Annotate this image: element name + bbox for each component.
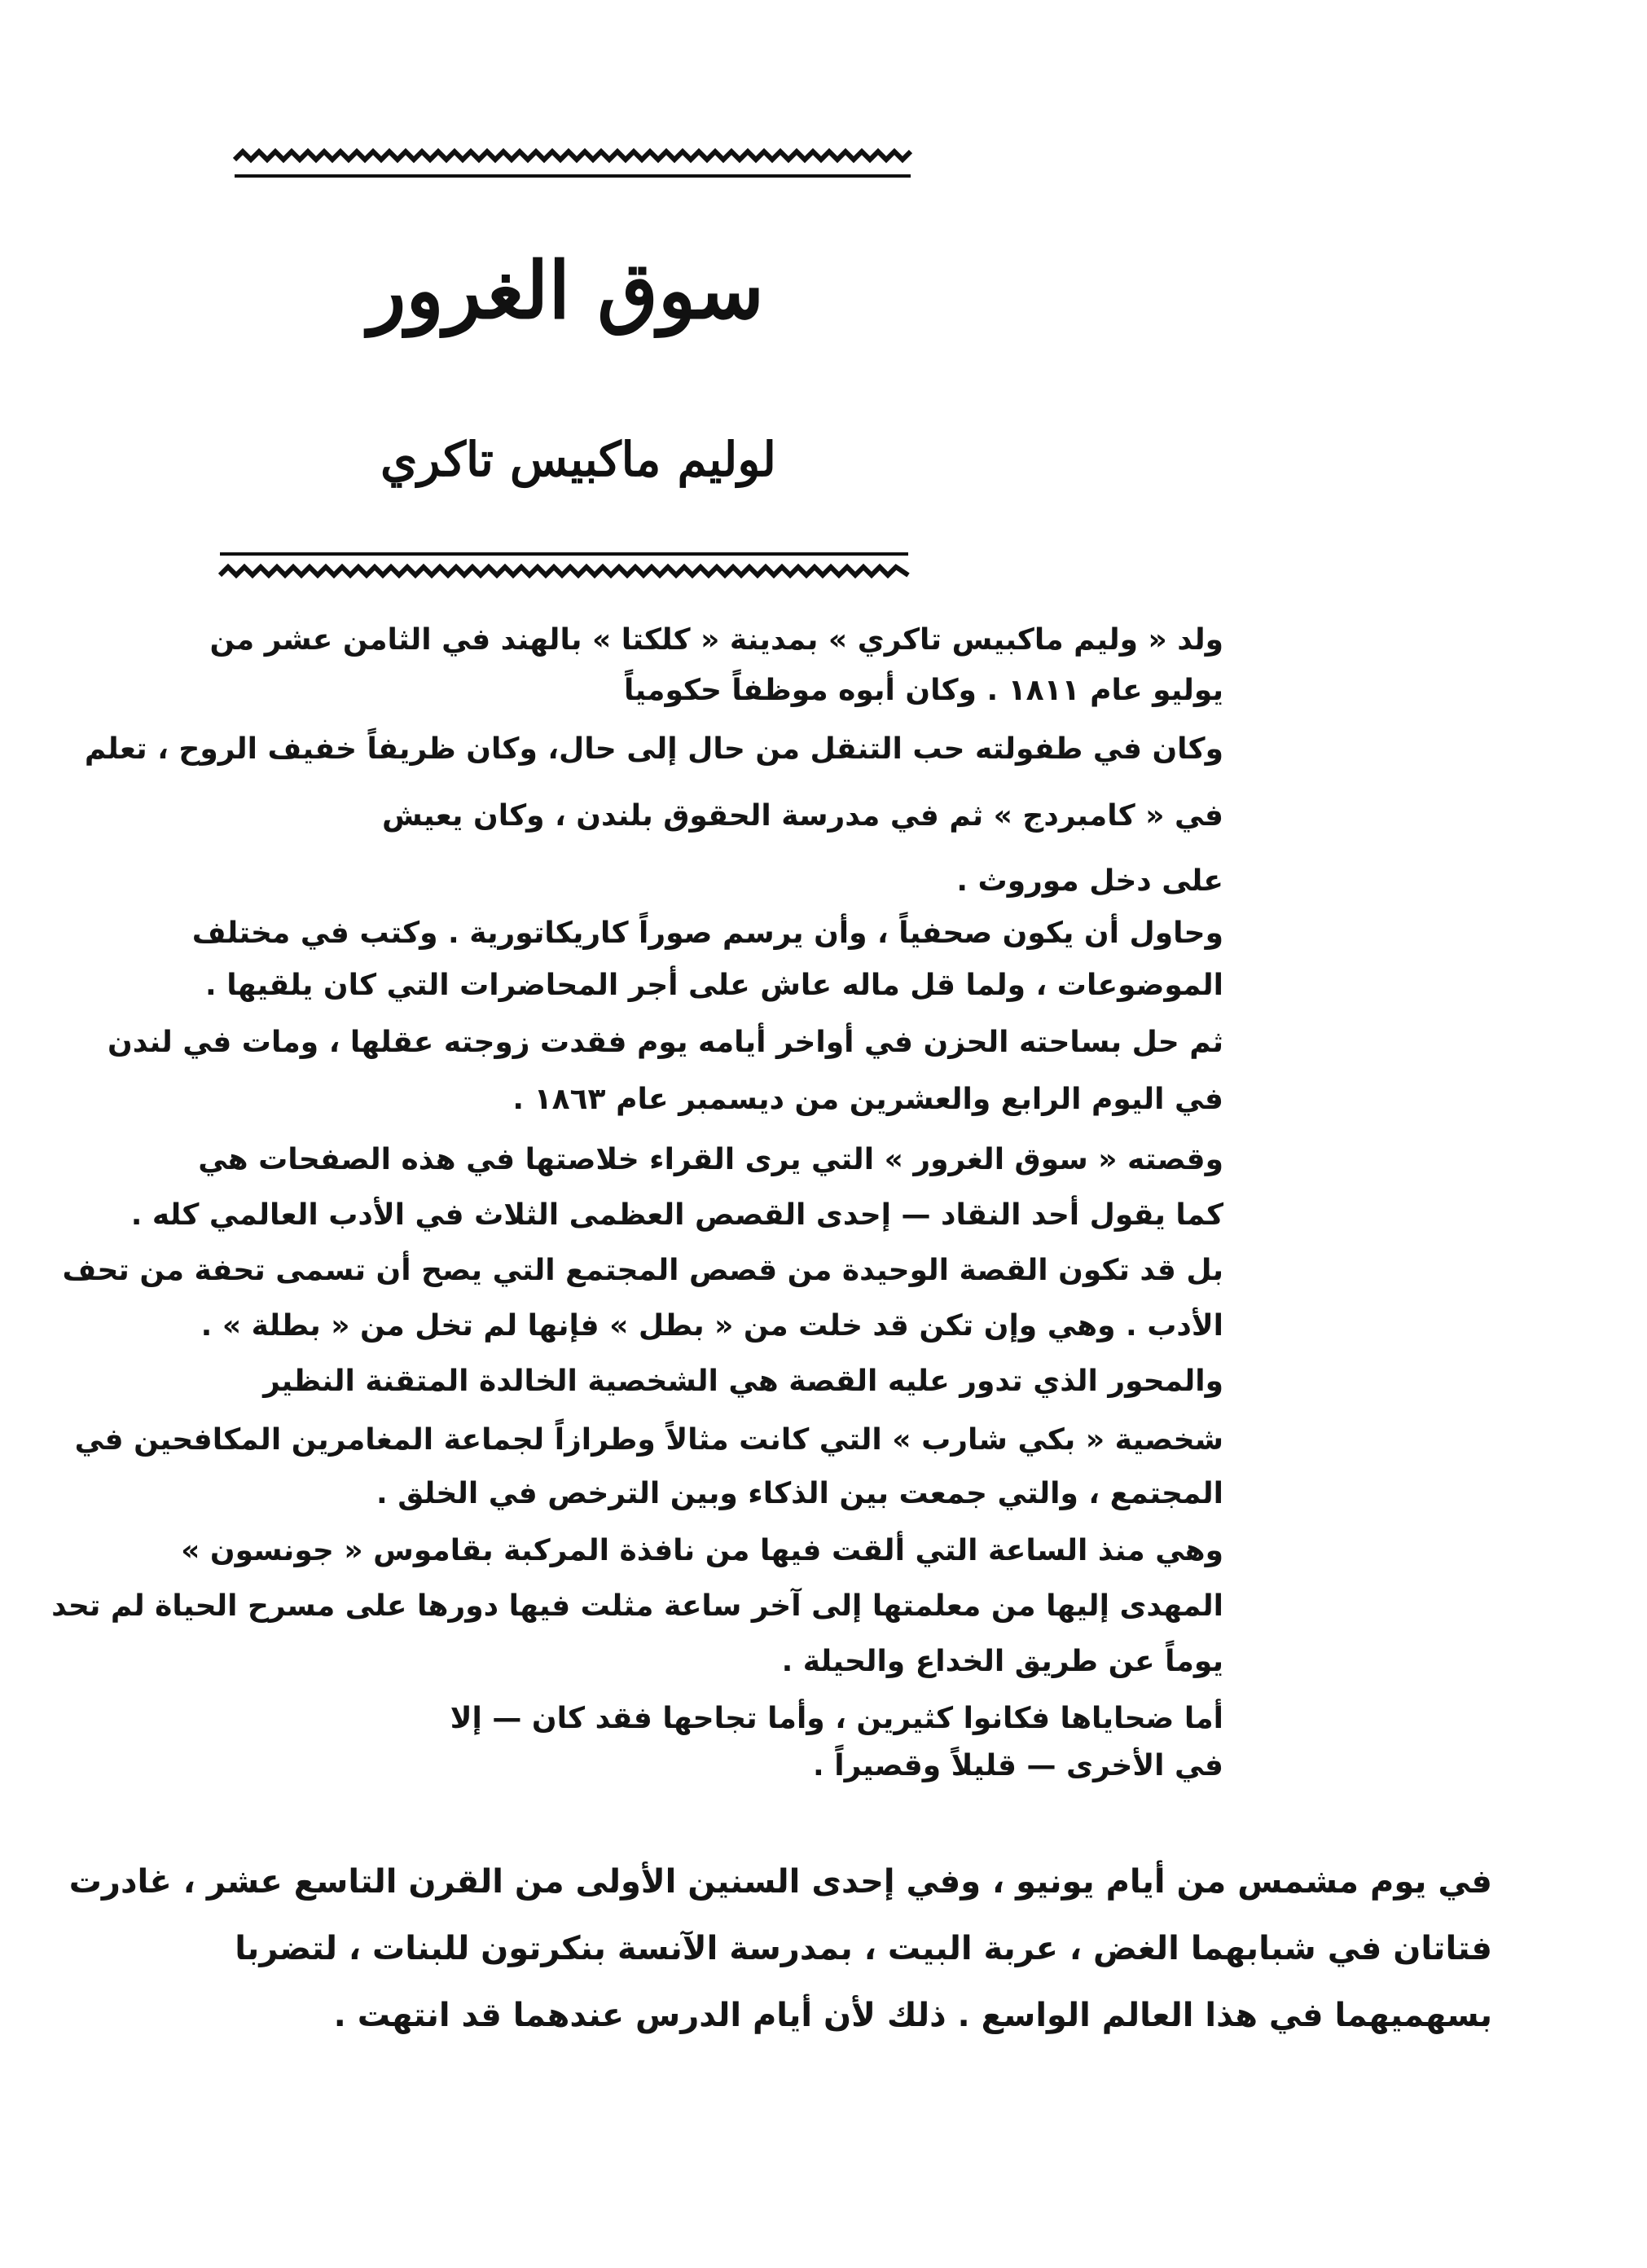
bio-line: وحاول أن يكون صحفياً ، وأن يرسم صوراً كاريكاتورية . وكتب في مختلف [191,916,1223,950]
bio-line: الموضوعات ، ولما قل ماله عاش على أجر المحاضرات التي كان يلقيها . [205,969,1223,1002]
bio-line: كما يقول أحد النقاد — إحدى القصص العظمى الثلاث في الأدب العالمي كله . [130,1198,1223,1232]
bio-line: وقصته « سوق الغرور » التي يرى القراء خلاصتها في هذه الصفحات هي [198,1143,1223,1176]
author-line: لوليم ماكبيس تاكري [380,432,776,487]
bio-line: المجتمع ، والتي جمعت بين الذكاء وبين الترخص في الخلق . [376,1477,1223,1510]
story-line: فتاتان في شبابهما الغض ، عربة البيت ، بمدرسة الآنسة بنكرتون للبنات ، لتضربا [235,1930,1492,1967]
bio-line: الأدب . وهي وإن تكن قد خلت من « بطل » فإنها لم تخل من « بطلة » . [200,1309,1223,1343]
bio-line: أما ضحاياها فكانوا كثيرين ، وأما تجاحها فقد كان — إلا [450,1702,1223,1735]
bio-line: بل قد تكون القصة الوحيدة من قصص المجتمع التي يصح أن تسمى تحفة من تحف [62,1254,1223,1287]
bio-line: ثم حل بساحته الحزن في أواخر أيامه يوم فقدت زوجته عقلها ، ومات في لندن [108,1026,1223,1059]
story-line: بسهميهما في هذا العالم الواسع . ذلك لأن أيام الدرس عندهما قد انتهت . [333,1997,1492,2034]
top-decorative-rule [235,147,911,186]
bio-line: ولد « وليم ماكبيس تاكري » بمدينة « كلكتا » بالهند في الثامن عشر من [209,623,1223,657]
bio-line: والمحور الذي تدور عليه القصة هي الشخصية الخالدة المتقنة النظير [263,1365,1223,1398]
bio-line: يوليو عام ١٨١١ . وكان أبوه موظفاً حكومياً [623,674,1223,707]
bio-line: شخصية « بكي شارب » التي كانت مثالاً وطرازاً لجماعة المغامرين المكافحين في [74,1423,1223,1457]
bio-line: المهدى إليها من معلمتها إلى آخر ساعة مثلت فيها دورها على مسرح الحياة لم تحد [51,1589,1223,1623]
story-line: في يوم مشمس من أيام يونيو ، وفي إحدى السنين الأولى من القرن التاسع عشر ، غادرت [68,1863,1492,1901]
bio-line: وهي منذ الساعة التي ألقت فيها من نافذة المركبة بقاموس « جونسون » [181,1534,1223,1567]
bio-line: وكان في طفولته حب التنقل من حال إلى حال، وكان ظريفاً خفيف الروح ، تعلم [84,732,1223,766]
bio-line: على دخل موروث . [956,864,1223,898]
bio-line: في الأخرى — قليلاً وقصيراً . [813,1749,1223,1782]
document-title: سوق الغرور [368,244,764,336]
bio-line: يوماً عن طريق الخداع والحيلة . [781,1645,1223,1678]
middle-decorative-rule [220,547,908,587]
bio-line: في اليوم الرابع والعشرين من ديسمبر عام ١٨٦٣ . [512,1083,1223,1116]
bio-line: في « كامبردج » ثم في مدرسة الحقوق بلندن ، وكان يعيش [382,799,1223,833]
